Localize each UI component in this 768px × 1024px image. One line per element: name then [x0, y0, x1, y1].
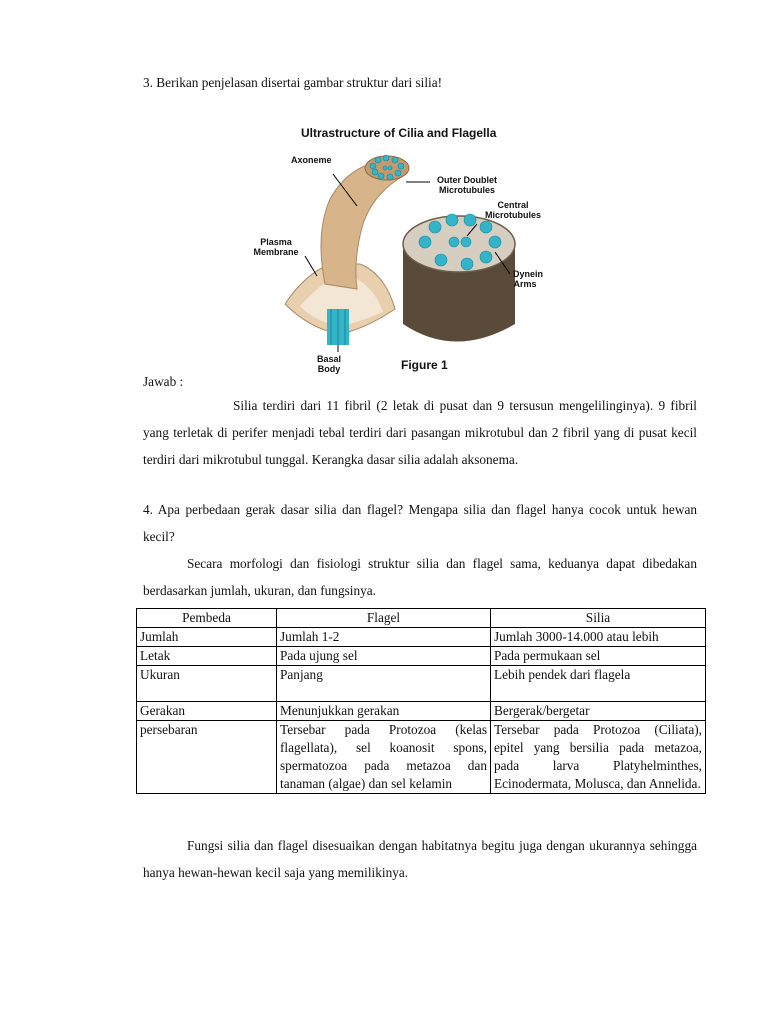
- table-cell: Panjang: [277, 666, 491, 702]
- label-outer-doublet: Outer Doublet Microtubules: [437, 175, 497, 195]
- table-cell: Bergerak/bergetar: [491, 702, 706, 721]
- table-cell: Pada permukaan sel: [491, 647, 706, 666]
- answer-4: Secara morfologi dan fisiologi struktur silia dan flagel sama, keduanya dapat dibedakan berdasarkan jumlah, ukuran, dan fungsinya.: [143, 556, 697, 598]
- table-row: [137, 647, 706, 666]
- figure-title: Ultrastructure of Cilia and Flagella: [301, 126, 497, 140]
- table-row: [137, 721, 706, 794]
- table-header-row: [137, 609, 706, 628]
- table-cell: Letak: [137, 647, 277, 666]
- answer-3: Silia terdiri dari 11 fibril (2 letak di pusat dan 9 tersusun mengelilinginya). 9 fibril yang terletak di perifer menjadi tebal terdiri dari pasangan mikrotubul dan 2 fibril yang di pusat kecil terdiri dari mikrotubul tunggal. Kerangka dasar silia adalah aksonema.: [143, 398, 697, 467]
- table-header: Flagel: [277, 609, 491, 628]
- table-row: [137, 666, 706, 702]
- question-4: 4. Apa perbedaan gerak dasar silia dan flagel? Mengapa silia dan flagel hanya cocok untuk hewan kecil?: [143, 502, 697, 544]
- table-cell: Tersebar pada Protozoa (kelas flagellata), sel koanosit spons, spermatozoa pada metazoa dan tanaman (algae) dan sel kelamin: [277, 721, 491, 794]
- comparison-table: [136, 608, 706, 794]
- label-axoneme: Axoneme: [291, 155, 332, 165]
- table-cell: Jumlah 1-2: [277, 628, 491, 647]
- label-central-microtubules: Central Microtubules: [484, 200, 541, 220]
- table-cell: Ukuran: [137, 666, 277, 702]
- table-row: [137, 702, 706, 721]
- label-dynein-arms: Dynein Arms: [513, 269, 544, 289]
- question-3: 3. Berikan penjelasan disertai gambar struktur dari silia!: [143, 75, 443, 90]
- table-cell: Tersebar pada Protozoa (Ciliata), epitel yang bersilia pada metazoa, pada larva Platyhelminthes, Ecinodermata, Molusca, dan Annelida.: [491, 721, 706, 794]
- label-basal-body: Basal Body: [316, 354, 342, 374]
- answer-label: Jawab :: [143, 374, 184, 389]
- table-header: Silia: [491, 609, 706, 628]
- table-cell: persebaran: [137, 721, 277, 794]
- table-cell: Lebih pendek dari flagela: [491, 666, 706, 702]
- table-cell: Menunjukkan gerakan: [277, 702, 491, 721]
- table-cell: Pada ujung sel: [277, 647, 491, 666]
- figure-caption: Figure 1: [401, 358, 448, 372]
- table-cell: Gerakan: [137, 702, 277, 721]
- table-row: [137, 628, 706, 647]
- cilia-figure: [245, 124, 544, 379]
- table-header: Pembeda: [137, 609, 277, 628]
- table-cell: Jumlah: [137, 628, 277, 647]
- table-cell: Jumlah 3000-14.000 atau lebih: [491, 628, 706, 647]
- closing-paragraph: Fungsi silia dan flagel disesuaikan dengan habitatnya begitu juga dengan ukurannya sehingga hanya hewan-hewan kecil saja yang memilikinya.: [143, 838, 697, 880]
- label-plasma-membrane: Plasma Membrane: [253, 237, 299, 257]
